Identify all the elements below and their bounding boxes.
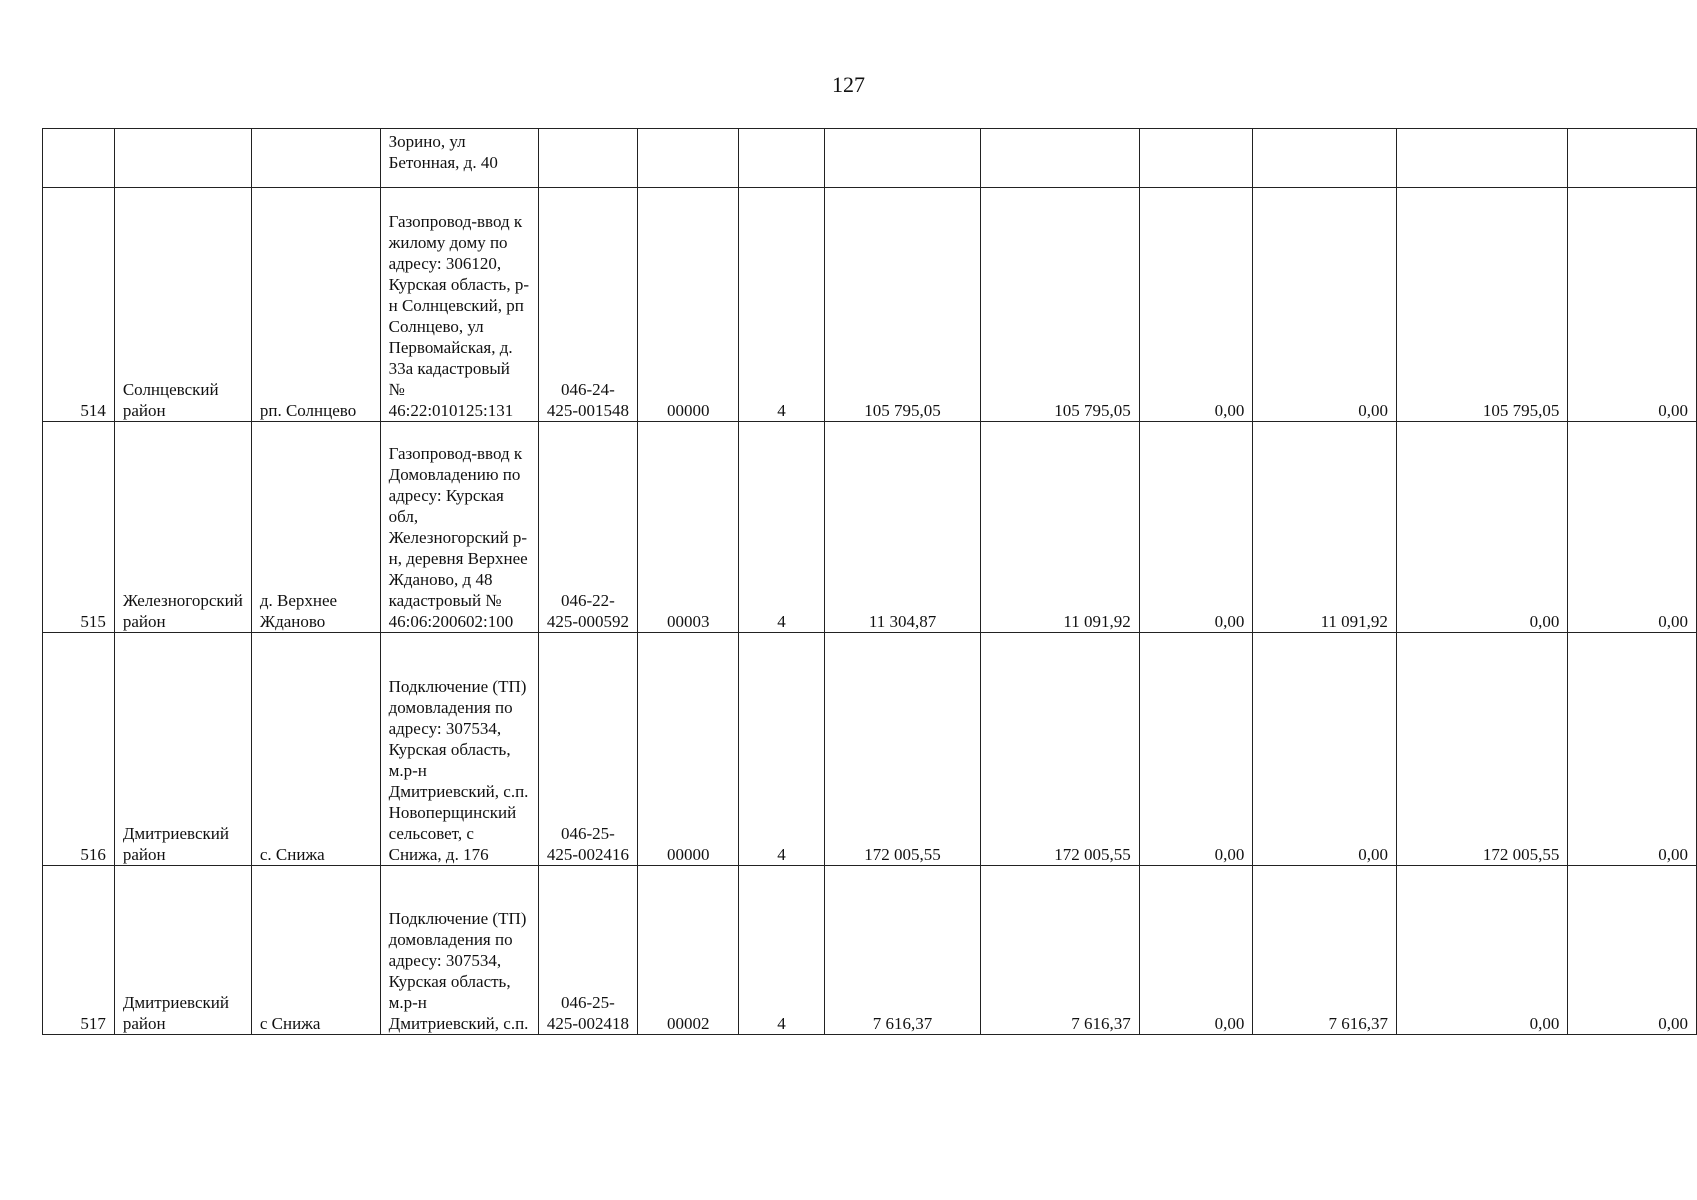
cell-category: 4 [739, 633, 825, 866]
cell-category [739, 129, 825, 188]
cell-v5: 0,00 [1568, 866, 1697, 1035]
cell-district: Железногорский район [114, 422, 251, 633]
cell-v4: 0,00 [1396, 422, 1567, 633]
cell-no: 515 [43, 422, 115, 633]
cell-locality: д. Верхнее Жданово [251, 422, 380, 633]
cell-total: 172 005,55 [824, 633, 980, 866]
cell-object: Газопровод-ввод к Домовладению по адресу: Курская обл, Железногорский р-н, деревня Верхнее Жданово, д 48 кадастровый № 46:06:200602:100 [380, 422, 538, 633]
cell-v2: 0,00 [1139, 866, 1253, 1035]
cell-v5 [1568, 129, 1697, 188]
cell-locality [251, 129, 380, 188]
cell-no: 516 [43, 633, 115, 866]
cell-district: Дмитриевский район [114, 633, 251, 866]
cell-v2: 0,00 [1139, 188, 1253, 422]
cell-v5: 0,00 [1568, 422, 1697, 633]
cell-total: 11 304,87 [824, 422, 980, 633]
cell-v3: 7 616,37 [1253, 866, 1397, 1035]
cell-v2: 0,00 [1139, 633, 1253, 866]
cell-v5: 0,00 [1568, 633, 1697, 866]
cell-object: Газопровод-ввод к жилому дому по адресу: 306120, Курская область, р-н Солнцевский, рп Солнцево, ул Первомайская, д. 33а кадастровый № 46:22:010125:131 [380, 188, 538, 422]
page-number: 127 [832, 72, 865, 97]
cell-v3 [1253, 129, 1397, 188]
cell-v2 [1139, 129, 1253, 188]
table-row [43, 633, 1697, 866]
cell-subcode: 00003 [638, 422, 739, 633]
cell-v4: 172 005,55 [1396, 633, 1567, 866]
cell-v4: 105 795,05 [1396, 188, 1567, 422]
cell-category: 4 [739, 188, 825, 422]
cell-v1 [981, 129, 1139, 188]
cell-code: 046-22-425-000592 [538, 422, 638, 633]
cell-v1: 172 005,55 [981, 633, 1139, 866]
cell-total: 7 616,37 [824, 866, 980, 1035]
cell-total: 105 795,05 [824, 188, 980, 422]
cell-code: 046-24-425-001548 [538, 188, 638, 422]
cell-object: Подключение (ТП) домовладения по адресу: 307534, Курская область, м.р-н Дмитриевский, с.п. Новоперщинский сельсовет, с Снижа, д. 176 [380, 633, 538, 866]
cell-object: Подключение (ТП) домовладения по адресу: 307534, Курская область, м.р-н Дмитриевский, с.п. [380, 866, 538, 1035]
cell-code: 046-25-425-002418 [538, 866, 638, 1035]
cell-v4: 0,00 [1396, 866, 1567, 1035]
cell-code [538, 129, 638, 188]
cell-no [43, 129, 115, 188]
table-row [43, 422, 1697, 633]
table-row [43, 188, 1697, 422]
register-table [42, 128, 1697, 1035]
cell-v2: 0,00 [1139, 422, 1253, 633]
cell-category: 4 [739, 866, 825, 1035]
cell-v3: 11 091,92 [1253, 422, 1397, 633]
cell-locality: с. Снижа [251, 633, 380, 866]
cell-district: Дмитриевский район [114, 866, 251, 1035]
cell-no: 517 [43, 866, 115, 1035]
cell-district: Солнцевский район [114, 188, 251, 422]
cell-v1: 11 091,92 [981, 422, 1139, 633]
cell-district [114, 129, 251, 188]
cell-no: 514 [43, 188, 115, 422]
cell-code: 046-25-425-002416 [538, 633, 638, 866]
cell-subcode: 00000 [638, 188, 739, 422]
cell-v5: 0,00 [1568, 188, 1697, 422]
cell-subcode [638, 129, 739, 188]
cell-subcode: 00000 [638, 633, 739, 866]
cell-v1: 105 795,05 [981, 188, 1139, 422]
cell-v4 [1396, 129, 1567, 188]
cell-category: 4 [739, 422, 825, 633]
cell-locality: с Снижа [251, 866, 380, 1035]
cell-object: Зорино, ул Бетонная, д. 40 [380, 129, 538, 188]
cell-v1: 7 616,37 [981, 866, 1139, 1035]
cell-v3: 0,00 [1253, 633, 1397, 866]
cell-total [824, 129, 980, 188]
cell-locality: рп. Солнцево [251, 188, 380, 422]
cell-subcode: 00002 [638, 866, 739, 1035]
table-row [43, 866, 1697, 1035]
cell-v3: 0,00 [1253, 188, 1397, 422]
table-row [43, 129, 1697, 188]
